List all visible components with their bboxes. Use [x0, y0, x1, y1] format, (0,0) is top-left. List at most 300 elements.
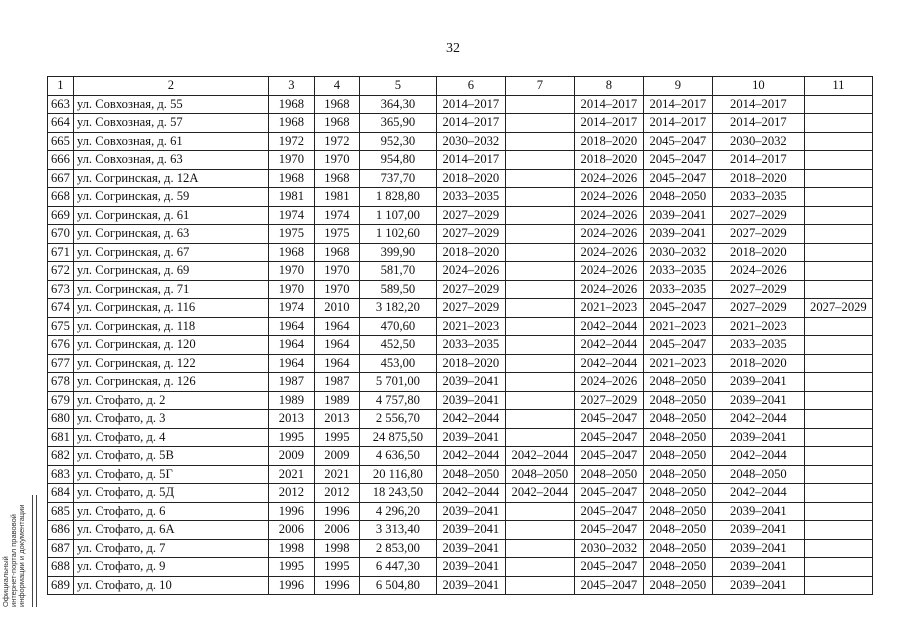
cell-year-commissioned: 2010 [314, 299, 359, 318]
cell-period-col7 [505, 262, 574, 281]
cell-period-col8: 2048–2050 [574, 465, 643, 484]
cell-area: 364,30 [359, 95, 436, 114]
cell-period-col8: 2014–2017 [574, 95, 643, 114]
cell-row-number: 668 [48, 188, 74, 207]
cell-period-col7: 2042–2044 [505, 484, 574, 503]
cell-year-commissioned: 1970 [314, 280, 359, 299]
cell-period-col7 [505, 391, 574, 410]
cell-period-col8: 2024–2026 [574, 206, 643, 225]
cell-area: 4 757,80 [359, 391, 436, 410]
table-row [48, 539, 873, 558]
cell-period-col9: 2045–2047 [643, 299, 712, 318]
cell-period-col7 [505, 502, 574, 521]
cell-row-number: 673 [48, 280, 74, 299]
cell-area: 452,50 [359, 336, 436, 355]
column-header: 10 [712, 77, 804, 96]
cell-year-commissioned: 1968 [314, 169, 359, 188]
cell-period-col10: 2027–2029 [712, 225, 804, 244]
cell-period-col6: 2018–2020 [436, 354, 505, 373]
cell-year-commissioned: 1995 [314, 558, 359, 577]
cell-period-col6: 2018–2020 [436, 243, 505, 262]
cell-year-built: 1968 [268, 114, 314, 133]
cell-period-col8: 2024–2026 [574, 262, 643, 281]
cell-period-col10: 2039–2041 [712, 576, 804, 595]
cell-period-col6: 2027–2029 [436, 280, 505, 299]
cell-period-col6: 2027–2029 [436, 299, 505, 318]
table-row [48, 206, 873, 225]
cell-year-commissioned: 1964 [314, 317, 359, 336]
table-row [48, 132, 873, 151]
cell-period-col6: 2014–2017 [436, 151, 505, 170]
cell-area: 365,90 [359, 114, 436, 133]
column-header: 11 [804, 77, 872, 96]
cell-period-col9: 2048–2050 [643, 558, 712, 577]
cell-period-col6: 2039–2041 [436, 576, 505, 595]
cell-period-col10: 2033–2035 [712, 336, 804, 355]
cell-area: 4 296,20 [359, 502, 436, 521]
cell-year-built: 2013 [268, 410, 314, 429]
cell-period-col6: 2039–2041 [436, 502, 505, 521]
cell-period-col11 [804, 576, 872, 595]
cell-area: 5 701,00 [359, 373, 436, 392]
cell-period-col11 [804, 225, 872, 244]
cell-period-col9: 2033–2035 [643, 280, 712, 299]
column-header: 9 [643, 77, 712, 96]
cell-period-col10: 2042–2044 [712, 484, 804, 503]
cell-year-built: 1964 [268, 336, 314, 355]
cell-address: ул. Согринская, д. 61 [73, 206, 268, 225]
table-row [48, 558, 873, 577]
cell-year-commissioned: 2013 [314, 410, 359, 429]
cell-address: ул. Стофато, д. 3 [73, 410, 268, 429]
cell-period-col7 [505, 243, 574, 262]
cell-period-col6: 2021–2023 [436, 317, 505, 336]
cell-row-number: 682 [48, 447, 74, 466]
cell-area: 737,70 [359, 169, 436, 188]
cell-address: ул. Стофато, д. 4 [73, 428, 268, 447]
cell-period-col10: 2027–2029 [712, 299, 804, 318]
cell-year-built: 1996 [268, 576, 314, 595]
cell-period-col7 [505, 521, 574, 540]
cell-period-col6: 2039–2041 [436, 373, 505, 392]
cell-year-built: 1968 [268, 243, 314, 262]
cell-period-col6: 2027–2029 [436, 206, 505, 225]
cell-area: 399,90 [359, 243, 436, 262]
cell-row-number: 684 [48, 484, 74, 503]
cell-year-commissioned: 1989 [314, 391, 359, 410]
cell-area: 6 447,30 [359, 558, 436, 577]
cell-address: ул. Согринская, д. 118 [73, 317, 268, 336]
cell-period-col11 [804, 151, 872, 170]
cell-period-col10: 2042–2044 [712, 410, 804, 429]
table-row [48, 521, 873, 540]
cell-period-col9: 2048–2050 [643, 410, 712, 429]
cell-period-col7 [505, 336, 574, 355]
cell-period-col6: 2042–2044 [436, 484, 505, 503]
cell-year-built: 1970 [268, 151, 314, 170]
cell-year-built: 2006 [268, 521, 314, 540]
cell-area: 20 116,80 [359, 465, 436, 484]
cell-row-number: 666 [48, 151, 74, 170]
table-body [48, 77, 873, 595]
cell-period-col10: 2033–2035 [712, 188, 804, 207]
cell-period-col9: 2048–2050 [643, 576, 712, 595]
cell-year-built: 1968 [268, 95, 314, 114]
cell-address: ул. Совхозная, д. 63 [73, 151, 268, 170]
cell-year-built: 1970 [268, 262, 314, 281]
cell-period-col11 [804, 206, 872, 225]
cell-period-col8: 2018–2020 [574, 132, 643, 151]
cell-row-number: 670 [48, 225, 74, 244]
cell-address: ул. Согринская, д. 71 [73, 280, 268, 299]
cell-area: 2 853,00 [359, 539, 436, 558]
cell-row-number: 679 [48, 391, 74, 410]
cell-period-col8: 2024–2026 [574, 373, 643, 392]
cell-period-col9: 2045–2047 [643, 132, 712, 151]
cell-period-col6: 2039–2041 [436, 539, 505, 558]
cell-year-commissioned: 1968 [314, 243, 359, 262]
cell-period-col11 [804, 373, 872, 392]
column-header: 4 [314, 77, 359, 96]
cell-year-commissioned: 2021 [314, 465, 359, 484]
table-row [48, 410, 873, 429]
table-row [48, 114, 873, 133]
cell-period-col7 [505, 576, 574, 595]
cell-period-col6: 2033–2035 [436, 188, 505, 207]
publication-stamp [2, 495, 36, 607]
cell-year-built: 1974 [268, 206, 314, 225]
stamp-line: Официальный [1, 556, 10, 607]
cell-area: 954,80 [359, 151, 436, 170]
cell-row-number: 665 [48, 132, 74, 151]
cell-row-number: 686 [48, 521, 74, 540]
cell-period-col9: 2021–2023 [643, 354, 712, 373]
cell-period-col9: 2033–2035 [643, 262, 712, 281]
cell-period-col10: 2042–2044 [712, 447, 804, 466]
cell-area: 3 182,20 [359, 299, 436, 318]
cell-period-col6: 2030–2032 [436, 132, 505, 151]
cell-row-number: 685 [48, 502, 74, 521]
cell-year-built: 1974 [268, 299, 314, 318]
cell-row-number: 683 [48, 465, 74, 484]
cell-period-col7 [505, 280, 574, 299]
cell-row-number: 663 [48, 95, 74, 114]
table-row [48, 428, 873, 447]
cell-period-col8: 2045–2047 [574, 447, 643, 466]
housing-repair-schedule-table [47, 76, 873, 595]
cell-address: ул. Согринская, д. 122 [73, 354, 268, 373]
cell-period-col8: 2027–2029 [574, 391, 643, 410]
cell-year-commissioned: 1975 [314, 225, 359, 244]
cell-period-col10: 2027–2029 [712, 206, 804, 225]
cell-area: 24 875,50 [359, 428, 436, 447]
cell-period-col10: 2014–2017 [712, 151, 804, 170]
cell-year-commissioned: 1972 [314, 132, 359, 151]
cell-area: 6 504,80 [359, 576, 436, 595]
page-number: 32 [446, 41, 460, 56]
cell-period-col7 [505, 410, 574, 429]
cell-area: 3 313,40 [359, 521, 436, 540]
cell-period-col11 [804, 114, 872, 133]
cell-period-col10: 2018–2020 [712, 169, 804, 188]
cell-period-col8: 2024–2026 [574, 243, 643, 262]
cell-period-col11 [804, 243, 872, 262]
cell-row-number: 667 [48, 169, 74, 188]
cell-period-col8: 2030–2032 [574, 539, 643, 558]
cell-period-col8: 2042–2044 [574, 354, 643, 373]
cell-period-col11 [804, 558, 872, 577]
cell-period-col6: 2048–2050 [436, 465, 505, 484]
column-header: 6 [436, 77, 505, 96]
cell-period-col10: 2027–2029 [712, 280, 804, 299]
cell-address: ул. Стофато, д. 7 [73, 539, 268, 558]
table-row [48, 225, 873, 244]
cell-period-col9: 2048–2050 [643, 373, 712, 392]
cell-period-col11: 2027–2029 [804, 299, 872, 318]
cell-year-built: 1996 [268, 502, 314, 521]
cell-year-built: 1995 [268, 558, 314, 577]
cell-period-col8: 2045–2047 [574, 521, 643, 540]
cell-period-col8: 2045–2047 [574, 558, 643, 577]
cell-address: ул. Согринская, д. 67 [73, 243, 268, 262]
cell-area: 2 556,70 [359, 410, 436, 429]
cell-period-col11 [804, 391, 872, 410]
cell-address: ул. Совхозная, д. 57 [73, 114, 268, 133]
cell-row-number: 672 [48, 262, 74, 281]
table-row [48, 354, 873, 373]
cell-period-col10: 2021–2023 [712, 317, 804, 336]
cell-period-col9: 2048–2050 [643, 465, 712, 484]
cell-period-col9: 2045–2047 [643, 336, 712, 355]
cell-year-built: 1972 [268, 132, 314, 151]
cell-period-col7 [505, 188, 574, 207]
cell-period-col10: 2039–2041 [712, 391, 804, 410]
cell-year-built: 1964 [268, 354, 314, 373]
cell-period-col6: 2027–2029 [436, 225, 505, 244]
cell-year-built: 2009 [268, 447, 314, 466]
table-row [48, 576, 873, 595]
cell-year-commissioned: 1996 [314, 576, 359, 595]
cell-area: 453,00 [359, 354, 436, 373]
cell-period-col7 [505, 299, 574, 318]
cell-period-col9: 2048–2050 [643, 521, 712, 540]
cell-period-col9: 2039–2041 [643, 206, 712, 225]
cell-period-col8: 2024–2026 [574, 188, 643, 207]
cell-row-number: 678 [48, 373, 74, 392]
cell-period-col9: 2014–2017 [643, 114, 712, 133]
cell-period-col6: 2018–2020 [436, 169, 505, 188]
cell-period-col6: 2024–2026 [436, 262, 505, 281]
cell-year-built: 1968 [268, 169, 314, 188]
stamp-line: информации и документации [17, 504, 26, 607]
cell-row-number: 671 [48, 243, 74, 262]
cell-area: 1 102,60 [359, 225, 436, 244]
cell-area: 581,70 [359, 262, 436, 281]
cell-row-number: 681 [48, 428, 74, 447]
cell-period-col11 [804, 280, 872, 299]
table-row [48, 373, 873, 392]
cell-period-col11 [804, 484, 872, 503]
cell-year-commissioned: 1964 [314, 336, 359, 355]
cell-period-col9: 2048–2050 [643, 484, 712, 503]
column-header: 1 [48, 77, 74, 96]
cell-row-number: 674 [48, 299, 74, 318]
cell-period-col6: 2039–2041 [436, 558, 505, 577]
cell-period-col6: 2042–2044 [436, 447, 505, 466]
cell-period-col7 [505, 373, 574, 392]
cell-period-col8: 2045–2047 [574, 576, 643, 595]
cell-address: ул. Стофато, д. 9 [73, 558, 268, 577]
cell-address: ул. Согринская, д. 126 [73, 373, 268, 392]
cell-period-col8: 2018–2020 [574, 151, 643, 170]
cell-year-built: 1981 [268, 188, 314, 207]
table-row [48, 317, 873, 336]
cell-period-col10: 2030–2032 [712, 132, 804, 151]
cell-row-number: 677 [48, 354, 74, 373]
cell-period-col11 [804, 354, 872, 373]
cell-period-col10: 2039–2041 [712, 373, 804, 392]
cell-period-col10: 2039–2041 [712, 428, 804, 447]
cell-period-col6: 2039–2041 [436, 521, 505, 540]
cell-address: ул. Стофато, д. 5Г [73, 465, 268, 484]
cell-address: ул. Согринская, д. 69 [73, 262, 268, 281]
column-header: 7 [505, 77, 574, 96]
table-row [48, 169, 873, 188]
cell-year-commissioned: 1981 [314, 188, 359, 207]
table-row [48, 151, 873, 170]
cell-period-col7 [505, 428, 574, 447]
cell-period-col7: 2042–2044 [505, 447, 574, 466]
cell-year-commissioned: 1964 [314, 354, 359, 373]
cell-period-col8: 2024–2026 [574, 225, 643, 244]
cell-row-number: 689 [48, 576, 74, 595]
cell-period-col10: 2014–2017 [712, 95, 804, 114]
cell-year-built: 1970 [268, 280, 314, 299]
cell-address: ул. Стофато, д. 5В [73, 447, 268, 466]
cell-year-commissioned: 1987 [314, 373, 359, 392]
table-row [48, 465, 873, 484]
cell-period-col11 [804, 317, 872, 336]
cell-address: ул. Стофато, д. 10 [73, 576, 268, 595]
cell-address: ул. Согринская, д. 120 [73, 336, 268, 355]
cell-row-number: 675 [48, 317, 74, 336]
cell-period-col11 [804, 539, 872, 558]
cell-period-col11 [804, 502, 872, 521]
cell-period-col11 [804, 95, 872, 114]
cell-period-col7: 2048–2050 [505, 465, 574, 484]
table-row [48, 243, 873, 262]
cell-row-number: 688 [48, 558, 74, 577]
table-row [48, 336, 873, 355]
cell-year-commissioned: 1970 [314, 151, 359, 170]
cell-period-col7 [505, 95, 574, 114]
cell-period-col6: 2014–2017 [436, 114, 505, 133]
cell-period-col7 [505, 206, 574, 225]
cell-period-col9: 2048–2050 [643, 539, 712, 558]
cell-year-built: 1998 [268, 539, 314, 558]
cell-period-col10: 2039–2041 [712, 539, 804, 558]
cell-period-col7 [505, 539, 574, 558]
cell-year-commissioned: 1968 [314, 95, 359, 114]
cell-area: 18 243,50 [359, 484, 436, 503]
cell-period-col6: 2039–2041 [436, 391, 505, 410]
cell-period-col6: 2033–2035 [436, 336, 505, 355]
cell-period-col8: 2045–2047 [574, 428, 643, 447]
cell-year-commissioned: 1996 [314, 502, 359, 521]
cell-period-col8: 2024–2026 [574, 169, 643, 188]
cell-period-col7 [505, 151, 574, 170]
cell-period-col9: 2045–2047 [643, 169, 712, 188]
table-row [48, 502, 873, 521]
cell-row-number: 676 [48, 336, 74, 355]
cell-period-col7 [505, 225, 574, 244]
table-header-row [48, 77, 873, 96]
cell-address: ул. Стофато, д. 6А [73, 521, 268, 540]
cell-area: 470,60 [359, 317, 436, 336]
column-header: 3 [268, 77, 314, 96]
cell-period-col8: 2014–2017 [574, 114, 643, 133]
cell-period-col8: 2021–2023 [574, 299, 643, 318]
column-header: 5 [359, 77, 436, 96]
cell-period-col7 [505, 354, 574, 373]
cell-period-col9: 2021–2023 [643, 317, 712, 336]
cell-row-number: 687 [48, 539, 74, 558]
cell-year-built: 1964 [268, 317, 314, 336]
cell-address: ул. Совхозная, д. 55 [73, 95, 268, 114]
cell-period-col9: 2048–2050 [643, 391, 712, 410]
cell-year-built: 1989 [268, 391, 314, 410]
cell-period-col10: 2024–2026 [712, 262, 804, 281]
cell-area: 1 107,00 [359, 206, 436, 225]
cell-period-col10: 2039–2041 [712, 502, 804, 521]
cell-row-number: 680 [48, 410, 74, 429]
cell-period-col9: 2048–2050 [643, 188, 712, 207]
cell-period-col11 [804, 521, 872, 540]
column-header: 8 [574, 77, 643, 96]
table-row [48, 391, 873, 410]
cell-area: 1 828,80 [359, 188, 436, 207]
cell-period-col10: 2039–2041 [712, 558, 804, 577]
cell-address: ул. Стофато, д. 6 [73, 502, 268, 521]
cell-year-commissioned: 1968 [314, 114, 359, 133]
table-row [48, 484, 873, 503]
cell-period-col8: 2045–2047 [574, 410, 643, 429]
cell-period-col10: 2018–2020 [712, 354, 804, 373]
cell-address: ул. Согринская, д. 116 [73, 299, 268, 318]
cell-year-built: 1987 [268, 373, 314, 392]
cell-year-commissioned: 2006 [314, 521, 359, 540]
cell-area: 589,50 [359, 280, 436, 299]
cell-row-number: 669 [48, 206, 74, 225]
table-row [48, 447, 873, 466]
cell-year-built: 1995 [268, 428, 314, 447]
stamp-text [2, 495, 36, 607]
cell-period-col11 [804, 188, 872, 207]
table-row [48, 280, 873, 299]
cell-area: 952,30 [359, 132, 436, 151]
cell-area: 4 636,50 [359, 447, 436, 466]
cell-address: ул. Согринская, д. 63 [73, 225, 268, 244]
cell-period-col8: 2042–2044 [574, 336, 643, 355]
cell-period-col7 [505, 317, 574, 336]
cell-period-col10: 2048–2050 [712, 465, 804, 484]
cell-year-built: 2021 [268, 465, 314, 484]
cell-address: ул. Совхозная, д. 61 [73, 132, 268, 151]
cell-period-col8: 2045–2047 [574, 484, 643, 503]
cell-period-col10: 2014–2017 [712, 114, 804, 133]
cell-period-col6: 2039–2041 [436, 428, 505, 447]
cell-year-commissioned: 2012 [314, 484, 359, 503]
